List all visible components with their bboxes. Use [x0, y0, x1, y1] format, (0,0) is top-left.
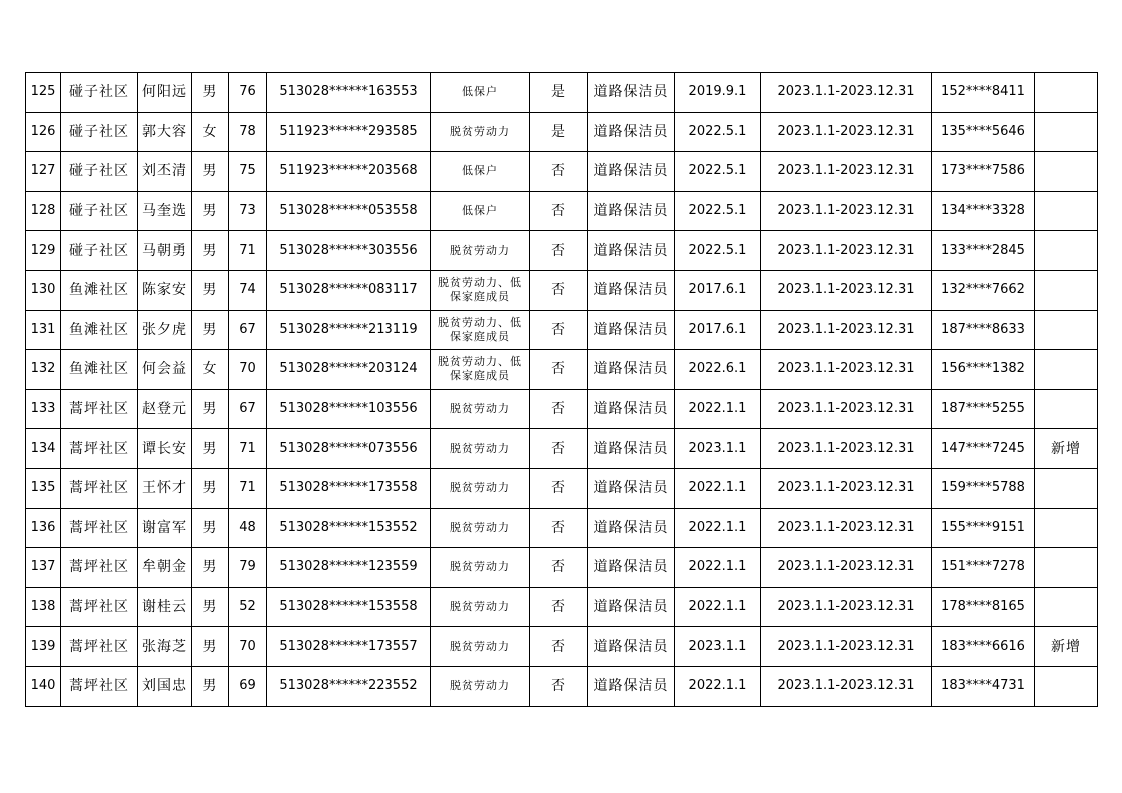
- start-date-cell: 2022.1.1: [675, 508, 761, 548]
- name-cell: 张夕虎: [138, 310, 192, 350]
- row-number-cell: 137: [26, 548, 61, 588]
- note-cell: [1035, 389, 1098, 429]
- category-cell: 脱贫劳动力: [431, 627, 530, 667]
- job-cell: 道路保洁员: [588, 350, 675, 390]
- row-number-cell: 126: [26, 112, 61, 152]
- flag-cell: 是: [530, 73, 588, 113]
- age-cell: 67: [229, 389, 267, 429]
- note-cell: [1035, 548, 1098, 588]
- phone-cell: 147****7245: [932, 429, 1035, 469]
- community-cell: 蒿坪社区: [61, 548, 138, 588]
- name-cell: 赵登元: [138, 389, 192, 429]
- job-cell: 道路保洁员: [588, 310, 675, 350]
- row-number-cell: 131: [26, 310, 61, 350]
- table-row: [26, 310, 1098, 350]
- id-number-cell: 513028******073556: [267, 429, 431, 469]
- contract-period-cell: 2023.1.1-2023.12.31: [761, 389, 932, 429]
- category-cell: 脱贫劳动力: [431, 587, 530, 627]
- name-cell: 谢桂云: [138, 587, 192, 627]
- phone-cell: 156****1382: [932, 350, 1035, 390]
- community-cell: 蒿坪社区: [61, 508, 138, 548]
- phone-cell: 183****6616: [932, 627, 1035, 667]
- row-number-cell: 132: [26, 350, 61, 390]
- start-date-cell: 2022.1.1: [675, 587, 761, 627]
- start-date-cell: 2022.5.1: [675, 191, 761, 231]
- community-cell: 蒿坪社区: [61, 587, 138, 627]
- flag-cell: 否: [530, 587, 588, 627]
- flag-cell: 否: [530, 191, 588, 231]
- job-cell: 道路保洁员: [588, 231, 675, 271]
- category-cell: 脱贫劳动力: [431, 508, 530, 548]
- contract-period-cell: 2023.1.1-2023.12.31: [761, 666, 932, 706]
- category-cell: 脱贫劳动力、低保家庭成员: [431, 350, 530, 390]
- age-cell: 79: [229, 548, 267, 588]
- note-cell: [1035, 231, 1098, 271]
- phone-cell: 178****8165: [932, 587, 1035, 627]
- note-cell: [1035, 508, 1098, 548]
- table-row: [26, 389, 1098, 429]
- note-cell: [1035, 112, 1098, 152]
- contract-period-cell: 2023.1.1-2023.12.31: [761, 548, 932, 588]
- worker-roster-table: [25, 72, 1098, 707]
- note-cell: [1035, 191, 1098, 231]
- id-number-cell: 513028******123559: [267, 548, 431, 588]
- community-cell: 蒿坪社区: [61, 627, 138, 667]
- phone-cell: 183****4731: [932, 666, 1035, 706]
- community-cell: 碰子社区: [61, 112, 138, 152]
- category-cell: 脱贫劳动力、低保家庭成员: [431, 310, 530, 350]
- name-cell: 马奎选: [138, 191, 192, 231]
- job-cell: 道路保洁员: [588, 152, 675, 192]
- phone-cell: 187****5255: [932, 389, 1035, 429]
- gender-cell: 男: [192, 627, 229, 667]
- note-cell: [1035, 73, 1098, 113]
- contract-period-cell: 2023.1.1-2023.12.31: [761, 231, 932, 271]
- gender-cell: 男: [192, 231, 229, 271]
- table-row: [26, 548, 1098, 588]
- table-row: [26, 468, 1098, 508]
- id-number-cell: 511923******293585: [267, 112, 431, 152]
- table-row: [26, 508, 1098, 548]
- age-cell: 73: [229, 191, 267, 231]
- name-cell: 刘国忠: [138, 666, 192, 706]
- gender-cell: 男: [192, 310, 229, 350]
- row-number-cell: 127: [26, 152, 61, 192]
- job-cell: 道路保洁员: [588, 587, 675, 627]
- age-cell: 76: [229, 73, 267, 113]
- start-date-cell: 2023.1.1: [675, 627, 761, 667]
- name-cell: 陈家安: [138, 270, 192, 310]
- flag-cell: 否: [530, 152, 588, 192]
- age-cell: 70: [229, 350, 267, 390]
- community-cell: 鱼滩社区: [61, 310, 138, 350]
- name-cell: 牟朝金: [138, 548, 192, 588]
- flag-cell: 否: [530, 666, 588, 706]
- category-cell: 脱贫劳动力: [431, 468, 530, 508]
- id-number-cell: 513028******153558: [267, 587, 431, 627]
- phone-cell: 159****5788: [932, 468, 1035, 508]
- category-cell: 脱贫劳动力: [431, 389, 530, 429]
- category-cell: 低保户: [431, 152, 530, 192]
- community-cell: 鱼滩社区: [61, 270, 138, 310]
- job-cell: 道路保洁员: [588, 112, 675, 152]
- note-cell: 新增: [1035, 429, 1098, 469]
- job-cell: 道路保洁员: [588, 666, 675, 706]
- table-row: [26, 73, 1098, 113]
- start-date-cell: 2017.6.1: [675, 310, 761, 350]
- name-cell: 王怀才: [138, 468, 192, 508]
- row-number-cell: 135: [26, 468, 61, 508]
- age-cell: 78: [229, 112, 267, 152]
- note-cell: [1035, 310, 1098, 350]
- phone-cell: 155****9151: [932, 508, 1035, 548]
- flag-cell: 否: [530, 627, 588, 667]
- job-cell: 道路保洁员: [588, 468, 675, 508]
- note-cell: [1035, 666, 1098, 706]
- category-cell: 脱贫劳动力: [431, 429, 530, 469]
- id-number-cell: 513028******153552: [267, 508, 431, 548]
- note-cell: [1035, 152, 1098, 192]
- phone-cell: 135****5646: [932, 112, 1035, 152]
- name-cell: 何阳远: [138, 73, 192, 113]
- table-row: [26, 191, 1098, 231]
- phone-cell: 151****7278: [932, 548, 1035, 588]
- row-number-cell: 128: [26, 191, 61, 231]
- table-row: [26, 270, 1098, 310]
- contract-period-cell: 2023.1.1-2023.12.31: [761, 468, 932, 508]
- gender-cell: 男: [192, 548, 229, 588]
- category-cell: 脱贫劳动力: [431, 548, 530, 588]
- gender-cell: 男: [192, 508, 229, 548]
- id-number-cell: 513028******173557: [267, 627, 431, 667]
- name-cell: 刘丕清: [138, 152, 192, 192]
- contract-period-cell: 2023.1.1-2023.12.31: [761, 112, 932, 152]
- roster-body: [26, 73, 1098, 707]
- row-number-cell: 130: [26, 270, 61, 310]
- table-row: [26, 152, 1098, 192]
- start-date-cell: 2022.1.1: [675, 548, 761, 588]
- row-number-cell: 138: [26, 587, 61, 627]
- name-cell: 何会益: [138, 350, 192, 390]
- age-cell: 52: [229, 587, 267, 627]
- gender-cell: 男: [192, 389, 229, 429]
- row-number-cell: 133: [26, 389, 61, 429]
- id-number-cell: 513028******173558: [267, 468, 431, 508]
- id-number-cell: 513028******223552: [267, 666, 431, 706]
- phone-cell: 187****8633: [932, 310, 1035, 350]
- id-number-cell: 513028******163553: [267, 73, 431, 113]
- category-cell: 低保户: [431, 73, 530, 113]
- id-number-cell: 513028******103556: [267, 389, 431, 429]
- note-cell: 新增: [1035, 627, 1098, 667]
- start-date-cell: 2019.9.1: [675, 73, 761, 113]
- contract-period-cell: 2023.1.1-2023.12.31: [761, 508, 932, 548]
- contract-period-cell: 2023.1.1-2023.12.31: [761, 310, 932, 350]
- gender-cell: 男: [192, 73, 229, 113]
- id-number-cell: 513028******083117: [267, 270, 431, 310]
- id-number-cell: 513028******303556: [267, 231, 431, 271]
- row-number-cell: 140: [26, 666, 61, 706]
- name-cell: 谭长安: [138, 429, 192, 469]
- job-cell: 道路保洁员: [588, 627, 675, 667]
- job-cell: 道路保洁员: [588, 191, 675, 231]
- table-row: [26, 231, 1098, 271]
- gender-cell: 男: [192, 429, 229, 469]
- flag-cell: 否: [530, 310, 588, 350]
- category-cell: 脱贫劳动力、低保家庭成员: [431, 270, 530, 310]
- table-row: [26, 429, 1098, 469]
- start-date-cell: 2022.5.1: [675, 112, 761, 152]
- age-cell: 71: [229, 429, 267, 469]
- community-cell: 碰子社区: [61, 152, 138, 192]
- job-cell: 道路保洁员: [588, 389, 675, 429]
- row-number-cell: 129: [26, 231, 61, 271]
- name-cell: 郭大容: [138, 112, 192, 152]
- job-cell: 道路保洁员: [588, 548, 675, 588]
- gender-cell: 男: [192, 191, 229, 231]
- community-cell: 碰子社区: [61, 73, 138, 113]
- phone-cell: 134****3328: [932, 191, 1035, 231]
- job-cell: 道路保洁员: [588, 429, 675, 469]
- table-row: [26, 627, 1098, 667]
- id-number-cell: 513028******213119: [267, 310, 431, 350]
- contract-period-cell: 2023.1.1-2023.12.31: [761, 191, 932, 231]
- contract-period-cell: 2023.1.1-2023.12.31: [761, 429, 932, 469]
- community-cell: 蒿坪社区: [61, 389, 138, 429]
- note-cell: [1035, 350, 1098, 390]
- start-date-cell: 2022.1.1: [675, 666, 761, 706]
- age-cell: 48: [229, 508, 267, 548]
- table-row: [26, 587, 1098, 627]
- start-date-cell: 2022.5.1: [675, 152, 761, 192]
- start-date-cell: 2022.6.1: [675, 350, 761, 390]
- name-cell: 谢富军: [138, 508, 192, 548]
- row-number-cell: 134: [26, 429, 61, 469]
- age-cell: 75: [229, 152, 267, 192]
- id-number-cell: 511923******203568: [267, 152, 431, 192]
- id-number-cell: 513028******053558: [267, 191, 431, 231]
- table-row: [26, 666, 1098, 706]
- category-cell: 低保户: [431, 191, 530, 231]
- start-date-cell: 2023.1.1: [675, 429, 761, 469]
- flag-cell: 否: [530, 231, 588, 271]
- flag-cell: 否: [530, 508, 588, 548]
- community-cell: 鱼滩社区: [61, 350, 138, 390]
- gender-cell: 男: [192, 468, 229, 508]
- flag-cell: 否: [530, 270, 588, 310]
- phone-cell: 173****7586: [932, 152, 1035, 192]
- phone-cell: 132****7662: [932, 270, 1035, 310]
- age-cell: 74: [229, 270, 267, 310]
- community-cell: 蒿坪社区: [61, 468, 138, 508]
- start-date-cell: 2022.1.1: [675, 468, 761, 508]
- start-date-cell: 2022.1.1: [675, 389, 761, 429]
- start-date-cell: 2022.5.1: [675, 231, 761, 271]
- id-number-cell: 513028******203124: [267, 350, 431, 390]
- age-cell: 70: [229, 627, 267, 667]
- flag-cell: 否: [530, 429, 588, 469]
- row-number-cell: 139: [26, 627, 61, 667]
- flag-cell: 是: [530, 112, 588, 152]
- gender-cell: 男: [192, 270, 229, 310]
- age-cell: 71: [229, 468, 267, 508]
- flag-cell: 否: [530, 548, 588, 588]
- flag-cell: 否: [530, 468, 588, 508]
- category-cell: 脱贫劳动力: [431, 666, 530, 706]
- contract-period-cell: 2023.1.1-2023.12.31: [761, 152, 932, 192]
- category-cell: 脱贫劳动力: [431, 231, 530, 271]
- flag-cell: 否: [530, 350, 588, 390]
- job-cell: 道路保洁员: [588, 73, 675, 113]
- flag-cell: 否: [530, 389, 588, 429]
- age-cell: 71: [229, 231, 267, 271]
- job-cell: 道路保洁员: [588, 508, 675, 548]
- row-number-cell: 125: [26, 73, 61, 113]
- name-cell: 张海芝: [138, 627, 192, 667]
- note-cell: [1035, 587, 1098, 627]
- note-cell: [1035, 270, 1098, 310]
- start-date-cell: 2017.6.1: [675, 270, 761, 310]
- contract-period-cell: 2023.1.1-2023.12.31: [761, 587, 932, 627]
- gender-cell: 女: [192, 350, 229, 390]
- contract-period-cell: 2023.1.1-2023.12.31: [761, 350, 932, 390]
- contract-period-cell: 2023.1.1-2023.12.31: [761, 73, 932, 113]
- gender-cell: 男: [192, 152, 229, 192]
- community-cell: 蒿坪社区: [61, 429, 138, 469]
- gender-cell: 男: [192, 666, 229, 706]
- community-cell: 碰子社区: [61, 191, 138, 231]
- table-row: [26, 350, 1098, 390]
- age-cell: 67: [229, 310, 267, 350]
- contract-period-cell: 2023.1.1-2023.12.31: [761, 270, 932, 310]
- phone-cell: 133****2845: [932, 231, 1035, 271]
- note-cell: [1035, 468, 1098, 508]
- contract-period-cell: 2023.1.1-2023.12.31: [761, 627, 932, 667]
- gender-cell: 女: [192, 112, 229, 152]
- community-cell: 蒿坪社区: [61, 666, 138, 706]
- phone-cell: 152****8411: [932, 73, 1035, 113]
- community-cell: 碰子社区: [61, 231, 138, 271]
- gender-cell: 男: [192, 587, 229, 627]
- row-number-cell: 136: [26, 508, 61, 548]
- name-cell: 马朝勇: [138, 231, 192, 271]
- category-cell: 脱贫劳动力: [431, 112, 530, 152]
- age-cell: 69: [229, 666, 267, 706]
- table-row: [26, 112, 1098, 152]
- job-cell: 道路保洁员: [588, 270, 675, 310]
